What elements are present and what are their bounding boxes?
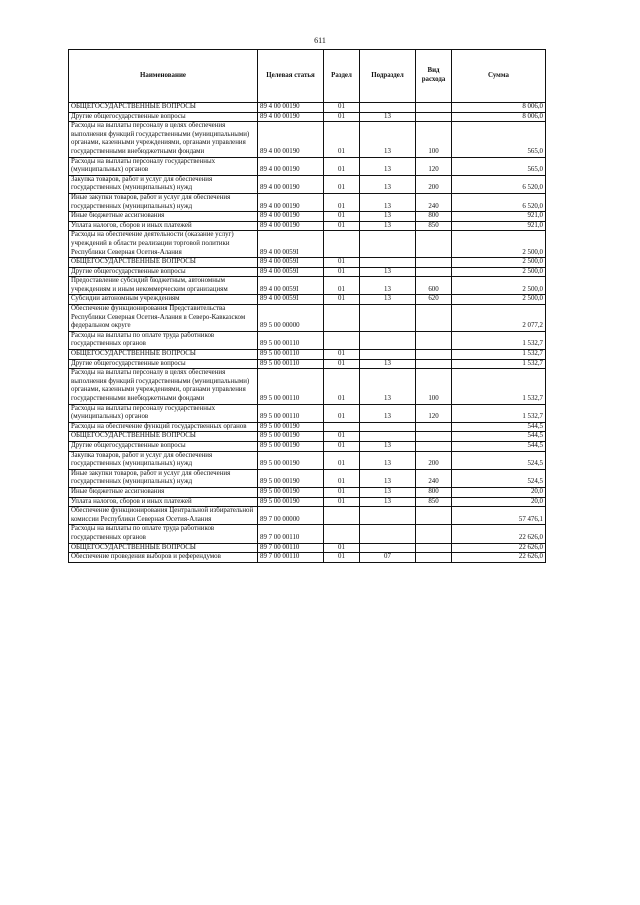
- cell-sub: [360, 525, 416, 543]
- cell-sum: 20,0: [452, 487, 546, 497]
- cell-name: Расходы на выплаты персоналу в целях обеспечения выполнения функций государственными (муниципальными) органами, казенными учреждениями, органами управления государственными внебюджетными фондами: [69, 369, 258, 404]
- cell-article: 89 5 00 00110: [258, 359, 324, 369]
- cell-section: 01: [324, 103, 360, 113]
- cell-kind: [416, 350, 452, 360]
- header-article: Целевая статья: [258, 50, 324, 103]
- cell-sum: 921,0: [452, 212, 546, 222]
- cell-name: Предоставление субсидий бюджетным, автономным учреждениям и иным некоммерческим организациям: [69, 277, 258, 295]
- cell-section: 01: [324, 193, 360, 211]
- cell-kind: [416, 103, 452, 113]
- cell-kind: 240: [416, 193, 452, 211]
- cell-kind: 850: [416, 497, 452, 507]
- cell-article: 89 4 00 0059I: [258, 231, 324, 258]
- table-row: [69, 487, 546, 497]
- cell-sub: [360, 543, 416, 553]
- cell-name: ОБЩЕГОСУДАРСТВЕННЫЕ ВОПРОСЫ: [69, 543, 258, 553]
- cell-name: Другие общегосударственные вопросы: [69, 359, 258, 369]
- cell-section: 01: [324, 157, 360, 175]
- table-body: [69, 103, 546, 563]
- cell-article: 89 5 00 00190: [258, 497, 324, 507]
- cell-kind: 600: [416, 277, 452, 295]
- table-row: [69, 305, 546, 332]
- cell-section: 01: [324, 369, 360, 404]
- table-row: [69, 295, 546, 305]
- cell-kind: [416, 507, 452, 525]
- cell-name: ОБЩЕГОСУДАРСТВЕННЫЕ ВОПРОСЫ: [69, 258, 258, 268]
- table-row: [69, 212, 546, 222]
- cell-sum: 524,5: [452, 451, 546, 469]
- cell-name: Другие общегосударственные вопросы: [69, 267, 258, 277]
- table-row: [69, 525, 546, 543]
- header-section: Раздел: [324, 50, 360, 103]
- cell-section: 01: [324, 350, 360, 360]
- cell-kind: 200: [416, 175, 452, 193]
- header-sum: Сумма: [452, 50, 546, 103]
- cell-sum: 8 006,0: [452, 112, 546, 122]
- table-row: [69, 277, 546, 295]
- table-header-row: [69, 50, 546, 103]
- cell-sub: 13: [360, 295, 416, 305]
- cell-section: 01: [324, 295, 360, 305]
- cell-name: Иные бюджетные ассигнования: [69, 487, 258, 497]
- cell-article: 89 4 00 0059I: [258, 267, 324, 277]
- table-row: [69, 122, 546, 157]
- cell-sub: 13: [360, 277, 416, 295]
- cell-name: Расходы на обеспечение деятельности (оказание услуг) учреждений в области реализации торговой политики Республики Северная Осетия-Алания: [69, 231, 258, 258]
- cell-sub: [360, 507, 416, 525]
- cell-kind: [416, 432, 452, 442]
- cell-name: ОБЩЕГОСУДАРСТВЕННЫЕ ВОПРОСЫ: [69, 432, 258, 442]
- cell-sub: [360, 231, 416, 258]
- cell-kind: 800: [416, 212, 452, 222]
- cell-sub: [360, 103, 416, 113]
- cell-sum: 544,5: [452, 422, 546, 432]
- cell-section: [324, 525, 360, 543]
- cell-name: Обеспечение проведения выборов и референдумов: [69, 553, 258, 563]
- cell-section: [324, 422, 360, 432]
- cell-section: 01: [324, 277, 360, 295]
- table-row: [69, 359, 546, 369]
- table-row: [69, 331, 546, 349]
- cell-sum: 22 626,0: [452, 553, 546, 563]
- header-subsection: Подраздел: [360, 50, 416, 103]
- cell-article: 89 4 00 0059I: [258, 258, 324, 268]
- cell-kind: [416, 267, 452, 277]
- cell-name: Обеспечение функционирования Представительства Республики Северная Осетия-Алания в Северо-Кавказском федеральном округе: [69, 305, 258, 332]
- cell-article: 89 4 00 0059I: [258, 277, 324, 295]
- table-row: [69, 175, 546, 193]
- table-row: [69, 497, 546, 507]
- cell-kind: 800: [416, 487, 452, 497]
- cell-sub: [360, 350, 416, 360]
- cell-article: 89 5 00 00190: [258, 441, 324, 451]
- cell-sum: 6 520,0: [452, 175, 546, 193]
- cell-sub: 13: [360, 451, 416, 469]
- cell-name: Расходы на обеспечение функций государственных органов: [69, 422, 258, 432]
- table-row: [69, 193, 546, 211]
- cell-article: 89 4 00 00190: [258, 175, 324, 193]
- table-row: [69, 469, 546, 487]
- cell-sub: 13: [360, 497, 416, 507]
- cell-section: 01: [324, 258, 360, 268]
- cell-sub: 13: [360, 112, 416, 122]
- cell-section: [324, 507, 360, 525]
- cell-sub: 13: [360, 193, 416, 211]
- cell-name: Расходы на выплаты персоналу в целях обеспечения выполнения функций государственными (муниципальными) органами, казенными учреждениями, органами управления государственными внебюджетными фондами: [69, 122, 258, 157]
- cell-kind: [416, 231, 452, 258]
- cell-sub: 13: [360, 221, 416, 231]
- cell-article: 89 7 00 00110: [258, 525, 324, 543]
- cell-name: ОБЩЕГОСУДАРСТВЕННЫЕ ВОПРОСЫ: [69, 103, 258, 113]
- cell-sum: 57 476,1: [452, 507, 546, 525]
- cell-article: 89 4 00 00190: [258, 157, 324, 175]
- cell-article: 89 5 00 00110: [258, 350, 324, 360]
- cell-sub: 13: [360, 369, 416, 404]
- cell-sum: 22 626,0: [452, 543, 546, 553]
- cell-name: Расходы на выплаты персоналу государственных (муниципальных) органов: [69, 404, 258, 422]
- cell-kind: [416, 543, 452, 553]
- cell-kind: [416, 258, 452, 268]
- table-row: [69, 451, 546, 469]
- cell-kind: 120: [416, 157, 452, 175]
- cell-kind: 200: [416, 451, 452, 469]
- cell-article: 89 5 00 00190: [258, 487, 324, 497]
- table-row: [69, 404, 546, 422]
- cell-sum: 1 532,7: [452, 404, 546, 422]
- cell-section: 01: [324, 404, 360, 422]
- cell-sub: 13: [360, 157, 416, 175]
- table-row: [69, 157, 546, 175]
- cell-sub: [360, 432, 416, 442]
- cell-sum: 544,5: [452, 441, 546, 451]
- cell-section: 01: [324, 112, 360, 122]
- cell-sub: 13: [360, 175, 416, 193]
- cell-kind: 100: [416, 122, 452, 157]
- header-kind: Вид расхода: [416, 50, 452, 103]
- cell-article: 89 5 00 00190: [258, 422, 324, 432]
- cell-name: Закупка товаров, работ и услуг для обеспечения государственных (муниципальных) нужд: [69, 175, 258, 193]
- table-row: [69, 258, 546, 268]
- cell-sum: 1 532,7: [452, 359, 546, 369]
- cell-sum: 565,0: [452, 122, 546, 157]
- cell-sub: 13: [360, 122, 416, 157]
- cell-section: 01: [324, 175, 360, 193]
- page-number: 611: [314, 36, 326, 45]
- cell-article: 89 5 00 00110: [258, 404, 324, 422]
- cell-sum: 2 500,0: [452, 231, 546, 258]
- cell-name: Субсидии автономным учреждениям: [69, 295, 258, 305]
- cell-name: Расходы на выплаты персоналу государственных (муниципальных) органов: [69, 157, 258, 175]
- cell-sub: 07: [360, 553, 416, 563]
- cell-sub: [360, 331, 416, 349]
- table-row: [69, 231, 546, 258]
- cell-section: [324, 231, 360, 258]
- cell-article: 89 5 00 00190: [258, 469, 324, 487]
- cell-sum: 6 520,0: [452, 193, 546, 211]
- cell-sum: 20,0: [452, 497, 546, 507]
- cell-name: Расходы на выплаты по оплате труда работников государственных органов: [69, 525, 258, 543]
- table-row: [69, 441, 546, 451]
- table-row: [69, 422, 546, 432]
- cell-kind: [416, 112, 452, 122]
- table-row: [69, 369, 546, 404]
- cell-article: 89 5 00 00110: [258, 331, 324, 349]
- cell-section: 01: [324, 359, 360, 369]
- cell-name: Иные закупки товаров, работ и услуг для обеспечения государственных (муниципальных) нужд: [69, 193, 258, 211]
- cell-kind: 240: [416, 469, 452, 487]
- cell-name: Закупка товаров, работ и услуг для обеспечения государственных (муниципальных) нужд: [69, 451, 258, 469]
- cell-section: 01: [324, 543, 360, 553]
- cell-section: 01: [324, 441, 360, 451]
- cell-section: 01: [324, 432, 360, 442]
- cell-section: 01: [324, 487, 360, 497]
- table-row: [69, 221, 546, 231]
- cell-sum: 2 077,2: [452, 305, 546, 332]
- table-row: [69, 432, 546, 442]
- cell-name: Другие общегосударственные вопросы: [69, 441, 258, 451]
- cell-kind: [416, 305, 452, 332]
- cell-article: 89 5 00 00190: [258, 432, 324, 442]
- cell-sub: 13: [360, 359, 416, 369]
- cell-sub: [360, 422, 416, 432]
- cell-sum: 544,5: [452, 432, 546, 442]
- cell-name: Другие общегосударственные вопросы: [69, 112, 258, 122]
- cell-kind: [416, 359, 452, 369]
- table-row: [69, 267, 546, 277]
- table-row: [69, 507, 546, 525]
- cell-sum: 8 006,0: [452, 103, 546, 113]
- cell-article: 89 7 00 00110: [258, 543, 324, 553]
- cell-sum: 2 500,0: [452, 277, 546, 295]
- cell-kind: 100: [416, 369, 452, 404]
- cell-sub: 13: [360, 487, 416, 497]
- table-row: [69, 543, 546, 553]
- cell-article: 89 7 00 00000: [258, 507, 324, 525]
- cell-article: 89 4 00 00190: [258, 221, 324, 231]
- cell-sub: [360, 305, 416, 332]
- cell-article: 89 5 00 00000: [258, 305, 324, 332]
- cell-name: Уплата налогов, сборов и иных платежей: [69, 221, 258, 231]
- cell-sum: 22 626,0: [452, 525, 546, 543]
- cell-section: 01: [324, 221, 360, 231]
- cell-kind: 850: [416, 221, 452, 231]
- cell-article: 89 7 00 00110: [258, 553, 324, 563]
- cell-section: 01: [324, 553, 360, 563]
- cell-sum: 2 500,0: [452, 267, 546, 277]
- table-row: [69, 112, 546, 122]
- cell-article: 89 4 00 00190: [258, 112, 324, 122]
- header-name: Наименование: [69, 50, 258, 103]
- cell-section: [324, 305, 360, 332]
- cell-sub: 13: [360, 212, 416, 222]
- cell-article: 89 4 00 0059I: [258, 295, 324, 305]
- cell-sub: 13: [360, 404, 416, 422]
- cell-section: [324, 331, 360, 349]
- cell-section: 01: [324, 497, 360, 507]
- cell-sum: 1 532,7: [452, 331, 546, 349]
- cell-sum: 1 532,7: [452, 369, 546, 404]
- cell-kind: 120: [416, 404, 452, 422]
- cell-name: Иные бюджетные ассигнования: [69, 212, 258, 222]
- cell-article: 89 4 00 00190: [258, 122, 324, 157]
- cell-name: Расходы на выплаты по оплате труда работников государственных органов: [69, 331, 258, 349]
- cell-sum: 2 500,0: [452, 258, 546, 268]
- cell-sum: 1 532,7: [452, 350, 546, 360]
- table-row: [69, 553, 546, 563]
- cell-name: ОБЩЕГОСУДАРСТВЕННЫЕ ВОПРОСЫ: [69, 350, 258, 360]
- table-row: [69, 103, 546, 113]
- cell-section: 01: [324, 469, 360, 487]
- cell-sub: 13: [360, 441, 416, 451]
- table-row: [69, 350, 546, 360]
- cell-sum: 565,0: [452, 157, 546, 175]
- budget-table: [68, 49, 546, 563]
- cell-section: 01: [324, 267, 360, 277]
- cell-sub: 13: [360, 267, 416, 277]
- cell-kind: [416, 525, 452, 543]
- cell-kind: [416, 331, 452, 349]
- cell-article: 89 4 00 00190: [258, 103, 324, 113]
- cell-sub: [360, 258, 416, 268]
- cell-section: 01: [324, 451, 360, 469]
- cell-sum: 524,5: [452, 469, 546, 487]
- cell-kind: [416, 441, 452, 451]
- cell-sub: 13: [360, 469, 416, 487]
- cell-section: 01: [324, 212, 360, 222]
- cell-article: 89 4 00 00190: [258, 193, 324, 211]
- cell-name: Обеспечение функционирования Центральной избирательной комиссии Республики Северная Осетия-Алания: [69, 507, 258, 525]
- cell-name: Иные закупки товаров, работ и услуг для обеспечения государственных (муниципальных) нужд: [69, 469, 258, 487]
- cell-section: 01: [324, 122, 360, 157]
- cell-kind: [416, 553, 452, 563]
- cell-article: 89 5 00 00110: [258, 369, 324, 404]
- cell-kind: 620: [416, 295, 452, 305]
- cell-kind: [416, 422, 452, 432]
- cell-name: Уплата налогов, сборов и иных платежей: [69, 497, 258, 507]
- cell-sum: 2 500,0: [452, 295, 546, 305]
- cell-article: 89 4 00 00190: [258, 212, 324, 222]
- cell-article: 89 5 00 00190: [258, 451, 324, 469]
- cell-sum: 921,0: [452, 221, 546, 231]
